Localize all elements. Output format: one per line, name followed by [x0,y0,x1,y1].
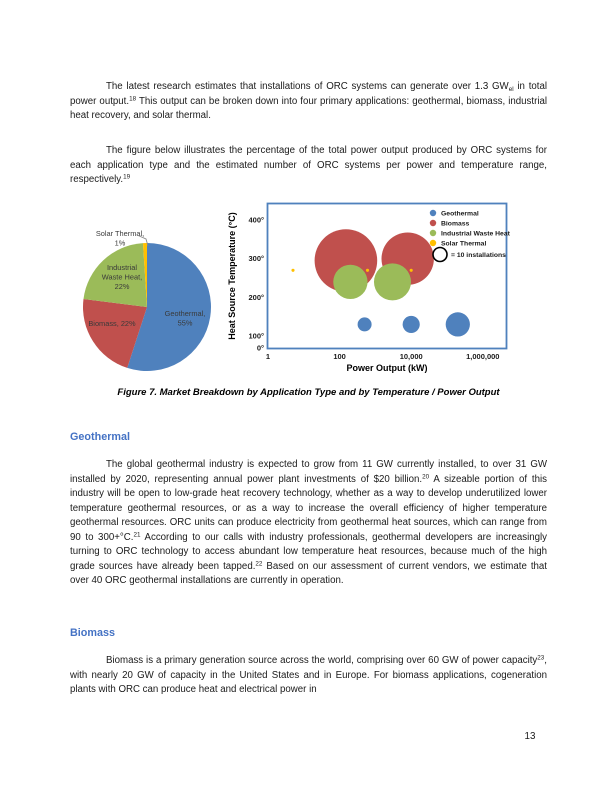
heading-geothermal: Geothermal [70,431,130,443]
bubble-geothermal [358,317,372,331]
pie-label: Geothermal, [164,309,206,318]
x-tick-label: 1,000,000 [466,352,500,361]
intro-paragraph-1: The latest research estimates that installations of ORC systems can generate over 1.3 $GW_{el}$ in total power output.$^{18}$ This output can be broken down into four primary applications: geothermal, biomass, industrial heat recovery, and solar thermal. [70,81,548,121]
page-number: 13 [524,731,536,742]
bubble-geothermal [446,312,470,336]
pie-label: Solar Thermal, [95,229,145,238]
legend-label: Industrial Waste Heat [441,230,510,238]
bubble-solar-thermal [410,269,413,272]
x-tick-label: 10,000 [399,352,423,361]
legend-label: Geothermal [441,210,479,218]
pie-label: Biomass, 22% [88,319,136,328]
legend-dot-solar-thermal [430,240,436,246]
intro-paragraph-2: The figure below illustrates the percentage of the total power output produced by ORC systems for each application type and the estimated number of ORC systems per power and temperature range, respectively.$^{19}$ [70,145,547,185]
bubble-chart [222,193,514,380]
x-axis-title: Power Output (kW) [346,363,428,373]
pie-label: 22% [114,282,130,291]
legend-label: Biomass [441,220,470,228]
y-tick-label: 300° [248,254,264,264]
pie-label: Industrial [107,263,137,272]
y-tick-label: 200° [248,292,264,302]
pie-label: 55% [177,318,193,328]
bubble-geothermal [403,316,420,333]
legend-label: Solar Thermal [441,240,487,248]
bubble-industrial-waste-heat [374,263,411,300]
bubble-solar-thermal [291,269,294,272]
pie-label: Waste Heat, [101,272,143,282]
y-axis-title: Heat Source Temperature (°C) [227,212,237,340]
figure-caption: Figure 7. Market Breakdown by Application Type and by Temperature / Power Output [117,387,500,398]
heading-biomass: Biomass [70,627,116,639]
y-tick-label: 0° [256,343,264,353]
bubble-industrial-waste-heat [333,265,367,299]
x-tick-label: 100 [333,352,346,361]
y-tick-label: 400° [248,215,264,225]
pie-chart [64,202,242,382]
bubble-solar-thermal [366,269,369,272]
legend-dot-industrial-waste-heat [430,230,436,236]
x-tick-label: 1 [265,352,271,361]
legend-dot-geothermal [430,210,436,216]
pie-label: 1% [114,238,126,248]
geothermal-paragraph: The global geothermal industry is expected to grow from 11 GW currently installed, to over 31 GW installed by 2020, representing annual power plant investments of $20 billion.$^{20}$ A sizeable portion of this industry will be open to low-grade heat recovery technology, whether as a way to develop underutilized lower temperature geothermal resources, or as a way to increase the overall efficiency of higher temperature geothermal resources. ORC units can produce electricity from geothermal heat sources, which can range from 90 to 300+°C.$^{21}$ According to our calls with industry professionals, geothermal developers are increasingly turning to ORC technology to access abundant low temperature heat resources, because much of the high grade sources have already been tapped.$^{22}$ Based on our assessment of current vendors, we estimate that over 40 ORC geothermal installations are currently in operation. [70,459,547,586]
legend-dot-biomass [430,220,436,226]
biomass-paragraph: Biomass is a primary generation source across the world, comprising over 60 GW of power capacity$^{23}$, with nearly 20 GW of capacity in the United States and in Europe. For biomass applications, cogeneration plants with ORC can produce heat and electrical power in [70,654,547,695]
legend-size-note: = 10 installations [451,252,506,259]
y-tick-label: 100° [248,331,264,341]
